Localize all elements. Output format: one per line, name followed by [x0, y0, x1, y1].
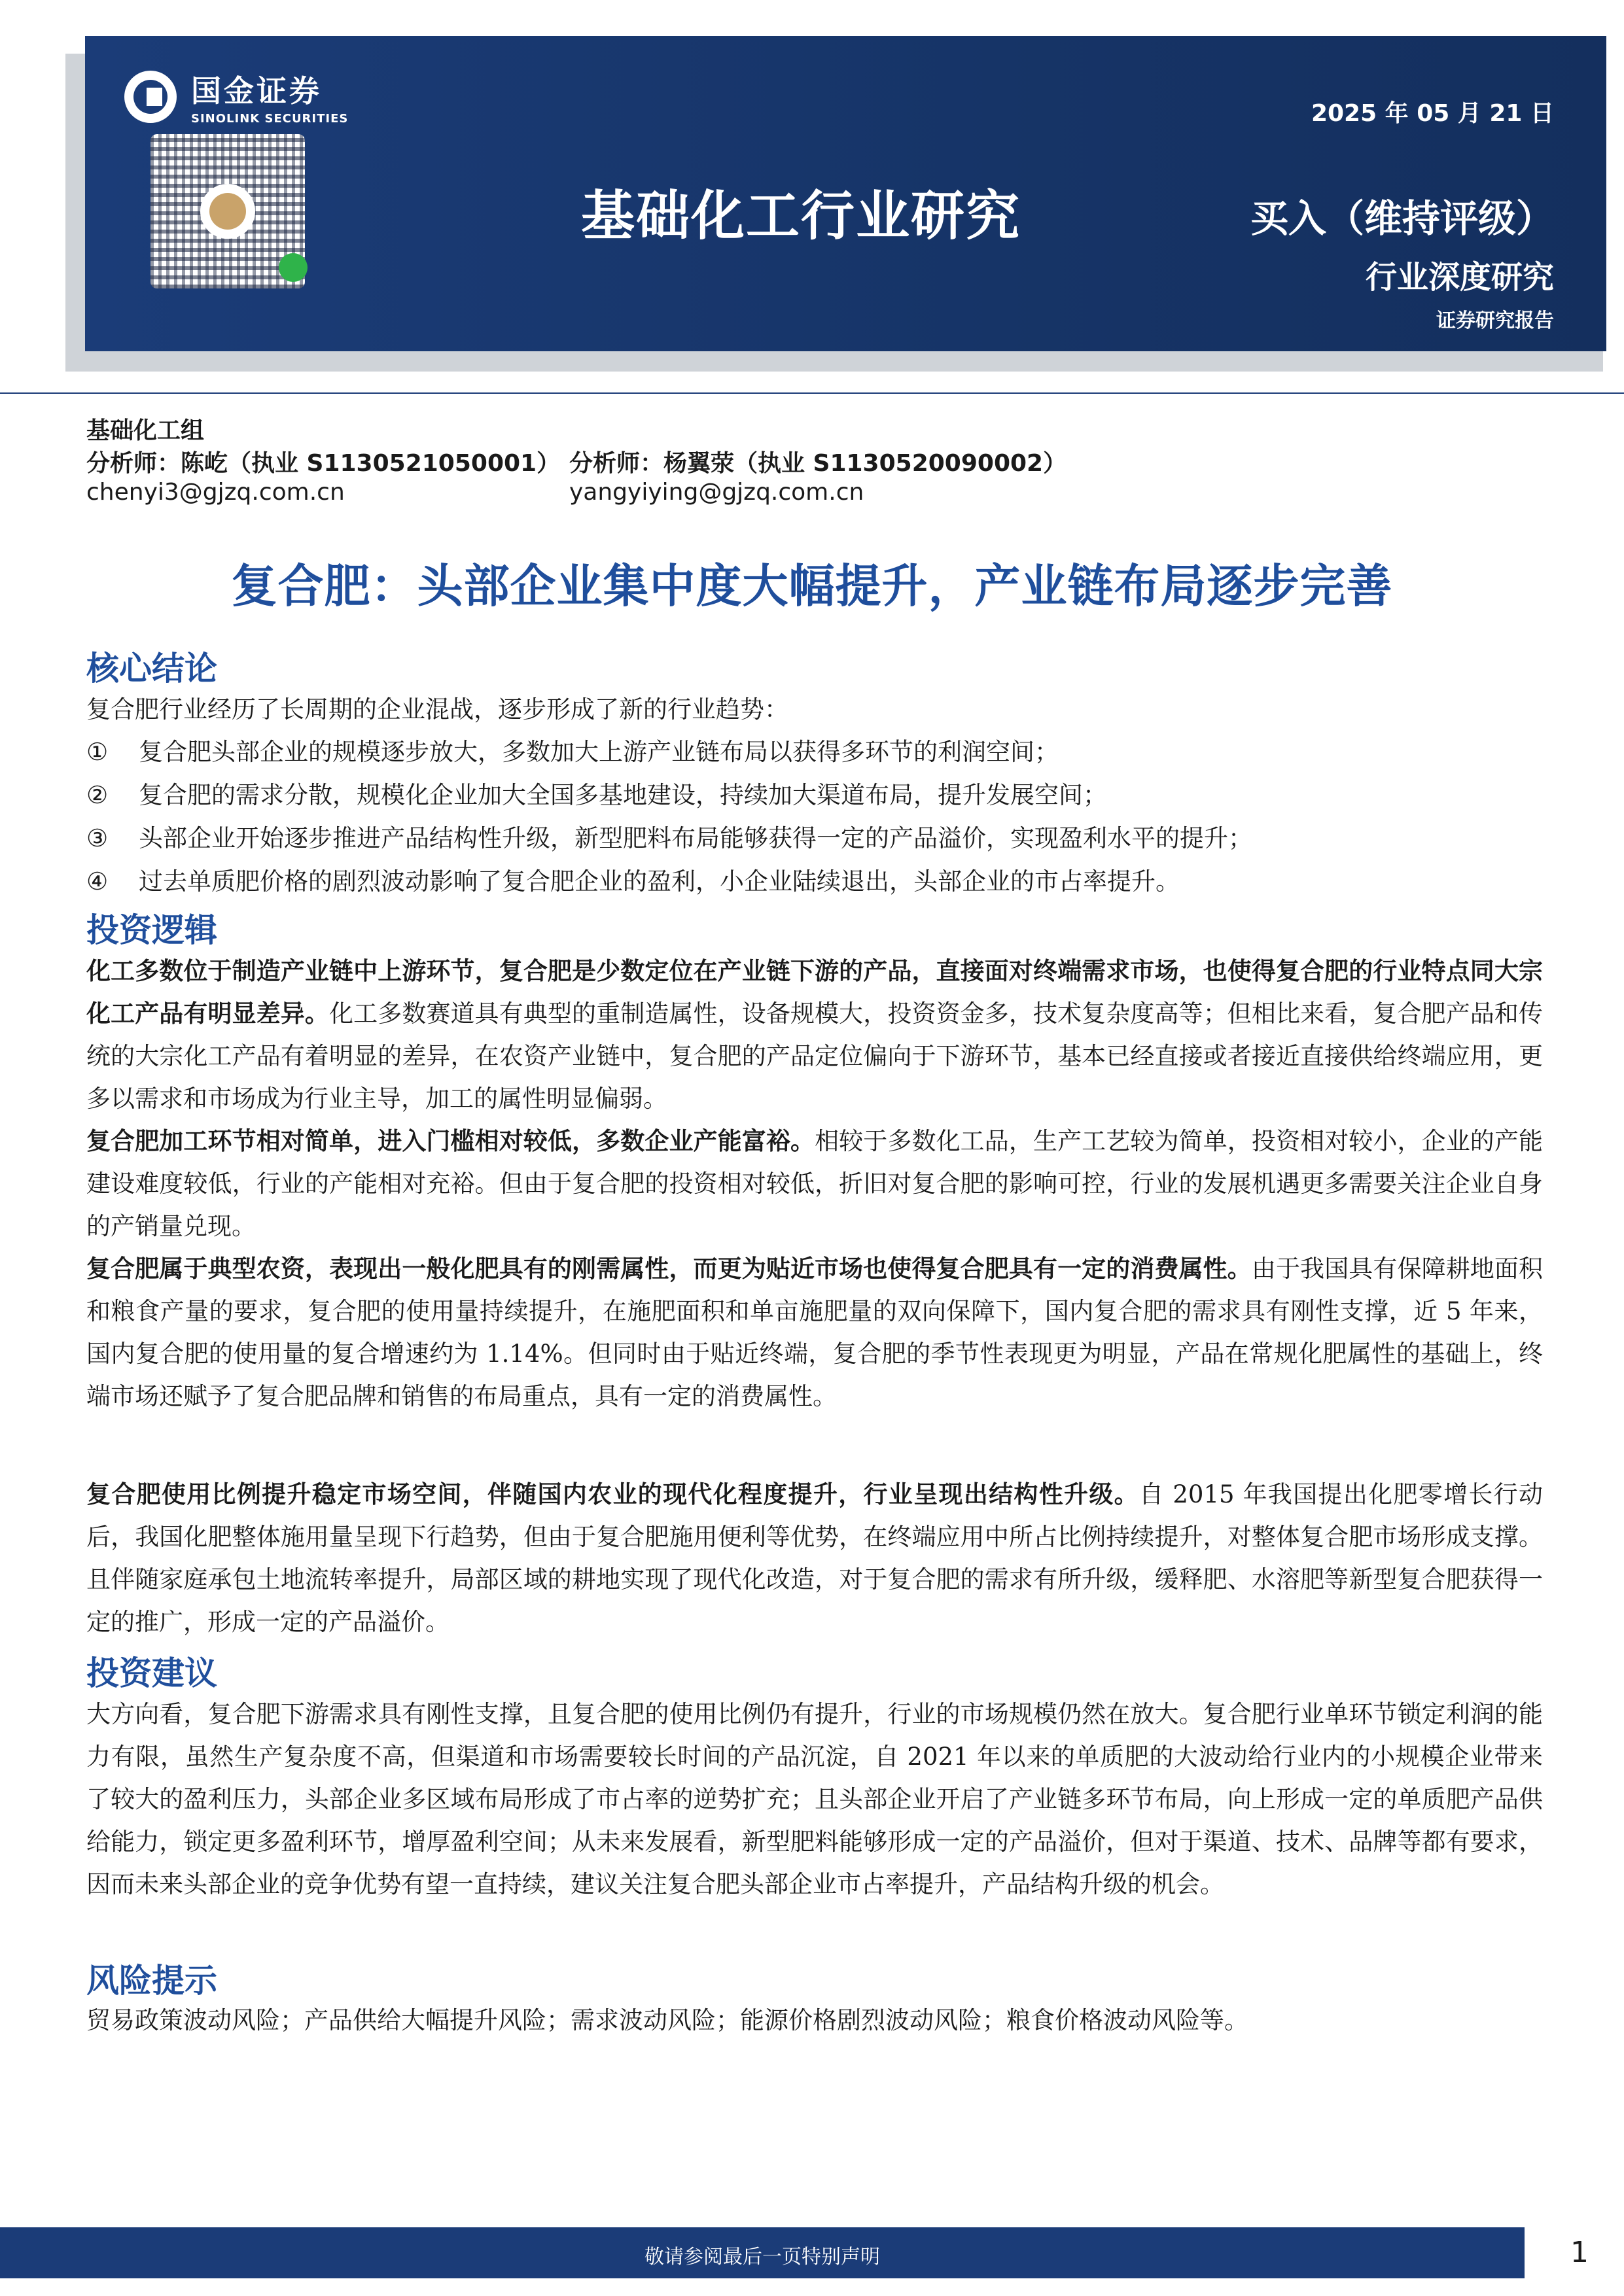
risk-paragraph: 贸易政策波动风险；产品供给大幅提升风险；需求波动风险；能源价格剧烈波动风险；粮食价格波动风险等。 [86, 2006, 1248, 2034]
list-number: ① [86, 738, 109, 766]
logic-p3-text: 由于我国具有保障耕地面积和粮食产量的要求，复合肥的使用量持续提升，在施肥面积和单亩施肥量的双向保障下，国内复合肥的需求具有刚性支撑，近 5 年来，国内复合肥的使用量的复合增速约为 1.14%。但同时由于贴近终端，复合肥的季节性表现更为明显，产品在常规化肥属性的基础上，终端市场还赋予了复合肥品牌和销售的布局重点，具有一定的消费属性。 [86, 1255, 1544, 1410]
list-item [86, 731, 1543, 773]
report-date: 2025 年 05 月 21 日 [1311, 100, 1554, 127]
list-number: ② [86, 781, 109, 809]
list-item [86, 818, 1543, 860]
list-text: 头部企业开始逐步推进产品结构性升级，新型肥料布局能够获得一定的产品溢价，实现盈利水平的提升； [139, 824, 1252, 852]
section-heading-logic: 投资逻辑 [86, 911, 217, 949]
list-text: 过去单质肥价格的剧烈波动影响了复合肥企业的盈利，小企业陆续退出，头部企业的市占率提升。 [139, 867, 1180, 896]
analyst-1-email[interactable]: chenyi3@gjzq.com.cn [86, 479, 345, 506]
qr-code-icon [150, 134, 305, 288]
logic-p2-bold: 复合肥加工环节相对简单，进入门槛相对较低，多数企业产能富裕。 [86, 1127, 815, 1155]
core-intro: 复合肥行业经历了长周期的企业混战，逐步形成了新的行业趋势： [86, 695, 788, 723]
logic-p3-bold: 复合肥属于典型农资，表现出一般化肥具有的刚需属性，而更为贴近市场也使得复合肥具有一定的消费属性。 [86, 1255, 1252, 1283]
list-text: 复合肥头部企业的规模逐步放大，多数加大上游产业链布局以获得多环节的利润空间； [139, 738, 1059, 766]
report-type: 行业深度研究 [1365, 259, 1554, 296]
mini-program-icon [279, 253, 308, 282]
report-subtype: 证券研究报告 [1436, 309, 1554, 332]
rating: 买入（维持评级） [1250, 196, 1554, 241]
analyst-2: 分析师：杨翼荥（执业 S1130520090002） [569, 450, 1067, 477]
page-number: 1 [1570, 2236, 1589, 2269]
header-banner [85, 36, 1606, 351]
company-logo [124, 67, 348, 126]
section-heading-advice: 投资建议 [86, 1654, 217, 1692]
logic-paragraph-3 [86, 1247, 1543, 1418]
list-text: 复合肥的需求分散，规模化企业加大全国多基地建设，持续加大渠道布局，提升发展空间； [139, 781, 1107, 809]
analyst-1: 分析师：陈屹（执业 S1130521050001） [86, 450, 561, 477]
advice-paragraph: 大方向看，复合肥下游需求具有刚性支撑，且复合肥的使用比例仍有提升，行业的市场规模仍然在放大。复合肥行业单环节锁定利润的能力有限，虽然生产复杂度不高，但渠道和市场需要较长时间的产品沉淀，自 2021 年以来的单质肥的大波动给行业内的小规模企业带来了较大的盈利压力，头部企业多区域布局形成了市占率的逆势扩充；且头部企业开启了产业链多环节布局，向上形成一定的单质肥产品供给能力，锁定更多盈利环节，增厚盈利空间；从未来发展看，新型肥料能够形成一定的产品溢价，但对于渠道、技术、品牌等都有要求，因而未来头部企业的竞争优势有望一直持续，建议关注复合肥头部企业市占率提升，产品结构升级的机会。 [86, 1700, 1543, 1898]
logic-p1-bold: 化工多数位于制造产业链中上游环节，复合肥是少数定位在产业链下游的产品，直接面对终端需求市场，也使得复合肥的行业特点同大宗化工产品有明显差异。 [86, 957, 1543, 1028]
logo-name-cn: 国金证券 [191, 73, 322, 109]
logic-p4-bold: 复合肥使用比例提升稳定市场空间，伴随国内农业的现代化程度提升，行业呈现出结构性升级。 [86, 1480, 1139, 1508]
qr-logo-icon [200, 184, 255, 239]
logo-icon [124, 71, 177, 123]
logic-paragraph-2 [86, 1120, 1543, 1247]
logic-paragraph-4 [86, 1473, 1543, 1643]
document-title: 复合肥：头部企业集中度大幅提升，产业链布局逐步完善 [231, 559, 1393, 613]
section-heading-risk: 风险提示 [86, 1962, 217, 2000]
logic-p2-text: 相较于多数化工品，生产工艺较为简单，投资相对较小，企业的产能建设难度较低，行业的产能相对充裕。但由于复合肥的投资相对较低，折旧对复合肥的影响可控，行业的发展机遇更多需要关注企业自身的产销量兑现。 [86, 1127, 1544, 1240]
logic-p1-text: 化工多数赛道具有典型的重制造属性，设备规模大，投资资金多，技术复杂度高等；但相比来看，复合肥产品和传统的大宗化工产品有着明显的差异，在农资产业链中，复合肥的产品定位偏向于下游环节，基本已经直接或者接近直接供给终端应用，更多以需求和市场成为行业主导，加工的属性明显偏弱。 [86, 1000, 1544, 1113]
list-item [86, 774, 1543, 816]
logic-paragraph-1 [86, 950, 1543, 1120]
analyst-2-email[interactable]: yangyiying@gjzq.com.cn [569, 479, 864, 506]
header-divider [0, 392, 1624, 394]
footer-disclaimer[interactable]: 敬请参阅最后一页特别声明 [644, 2246, 880, 2269]
industry-title: 基础化工行业研究 [581, 185, 1021, 247]
team-name: 基础化工组 [86, 417, 205, 444]
list-number: ④ [86, 867, 109, 896]
logic-p4-text: 自 2015 年我国提出化肥零增长行动后，我国化肥整体施用量呈现下行趋势，但由于复合肥施用便利等优势，在终端应用中所占比例持续提升，对整体复合肥市场形成支撑。且伴随家庭承包土地流转率提升，局部区域的耕地实现了现代化改造，对于复合肥的需求有所升级，缓释肥、水溶肥等新型复合肥获得一定的推广，形成一定的产品溢价。 [86, 1480, 1543, 1636]
list-item [86, 861, 1543, 903]
logo-name-en: SINOLINK SECURITIES [191, 112, 349, 126]
list-number: ③ [86, 824, 109, 852]
section-heading-core: 核心结论 [86, 650, 217, 687]
